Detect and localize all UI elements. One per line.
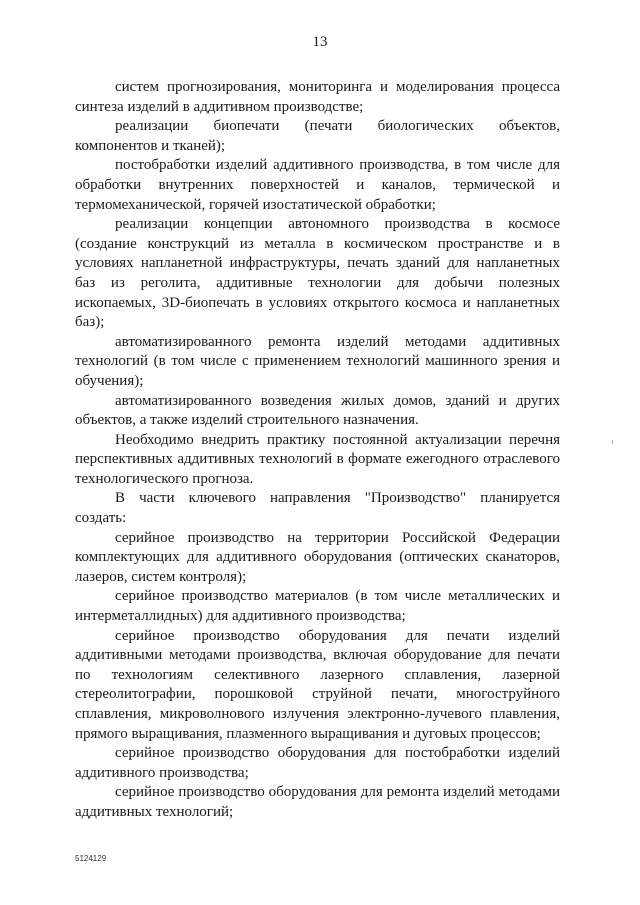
paragraph: реализации концепции автономного производства в космосе (создание конструкций из металла в космическом пространстве и в условиях напланетной инфраструктуры, печать зданий для напланетных баз из реголита, аддитивные технологии для добычи полезных ископаемых, 3D-биопечать в условиях открытого космоса и напланетных баз); [75, 216, 560, 331]
paragraph: Необходимо внедрить практику постоянной актуализации перечня перспективных аддитивных технологий в формате ежегодного отраслевого технологического прогноза. [75, 431, 560, 487]
scan-mark [612, 440, 613, 444]
paragraph: реализации биопечати (печати биологических объектов, компонентов и тканей); [75, 118, 560, 154]
document-id: 5124129 [75, 854, 107, 863]
document-body [75, 78, 560, 823]
paragraph: серийное производство оборудования для печати изделий аддитивными методами производства, включая оборудование для печати по технологиям селективного лазерного сплавления, лазерной стереолитографии, порошковой струйной печати, многоструйного сплавления, микроволнового излучения электронно-лучевого плавления, прямого выращивания, плазменного выращивания и дуговых процессов; [75, 627, 560, 742]
paragraph: автоматизированного возведения жилых домов, зданий и других объектов, а также изделий строительного назначения. [75, 392, 560, 429]
paragraph: В части ключевого направления "Производство" планируется создать: [75, 490, 560, 527]
paragraph: серийное производство оборудования для ремонта изделий методами аддитивных технологий; [75, 784, 560, 820]
paragraph: серийное производство оборудования для постобработки изделий аддитивного производства; [75, 745, 560, 781]
paragraph: систем прогнозирования, мониторинга и моделирования процесса синтеза изделий в аддитивном производстве; [75, 79, 560, 115]
paragraph: автоматизированного ремонта изделий методами аддитивных технологий (в том числе с применением технологий машинного зрения и обучения); [75, 333, 560, 389]
paragraph: серийное производство на территории Российской Федерации комплектующих для аддитивного оборудования (оптических сканаторов, лазеров, систем контроля); [75, 529, 560, 585]
paragraph: постобработки изделий аддитивного производства, в том числе для обработки внутренних поверхностей и каналов, термической и термомеханической, горячей изостатической обработки; [75, 157, 560, 213]
paragraph: серийное производство материалов (в том числе металлических и интерметаллидных) для аддитивного производства; [75, 588, 560, 625]
page-number: 13 [312, 34, 328, 50]
